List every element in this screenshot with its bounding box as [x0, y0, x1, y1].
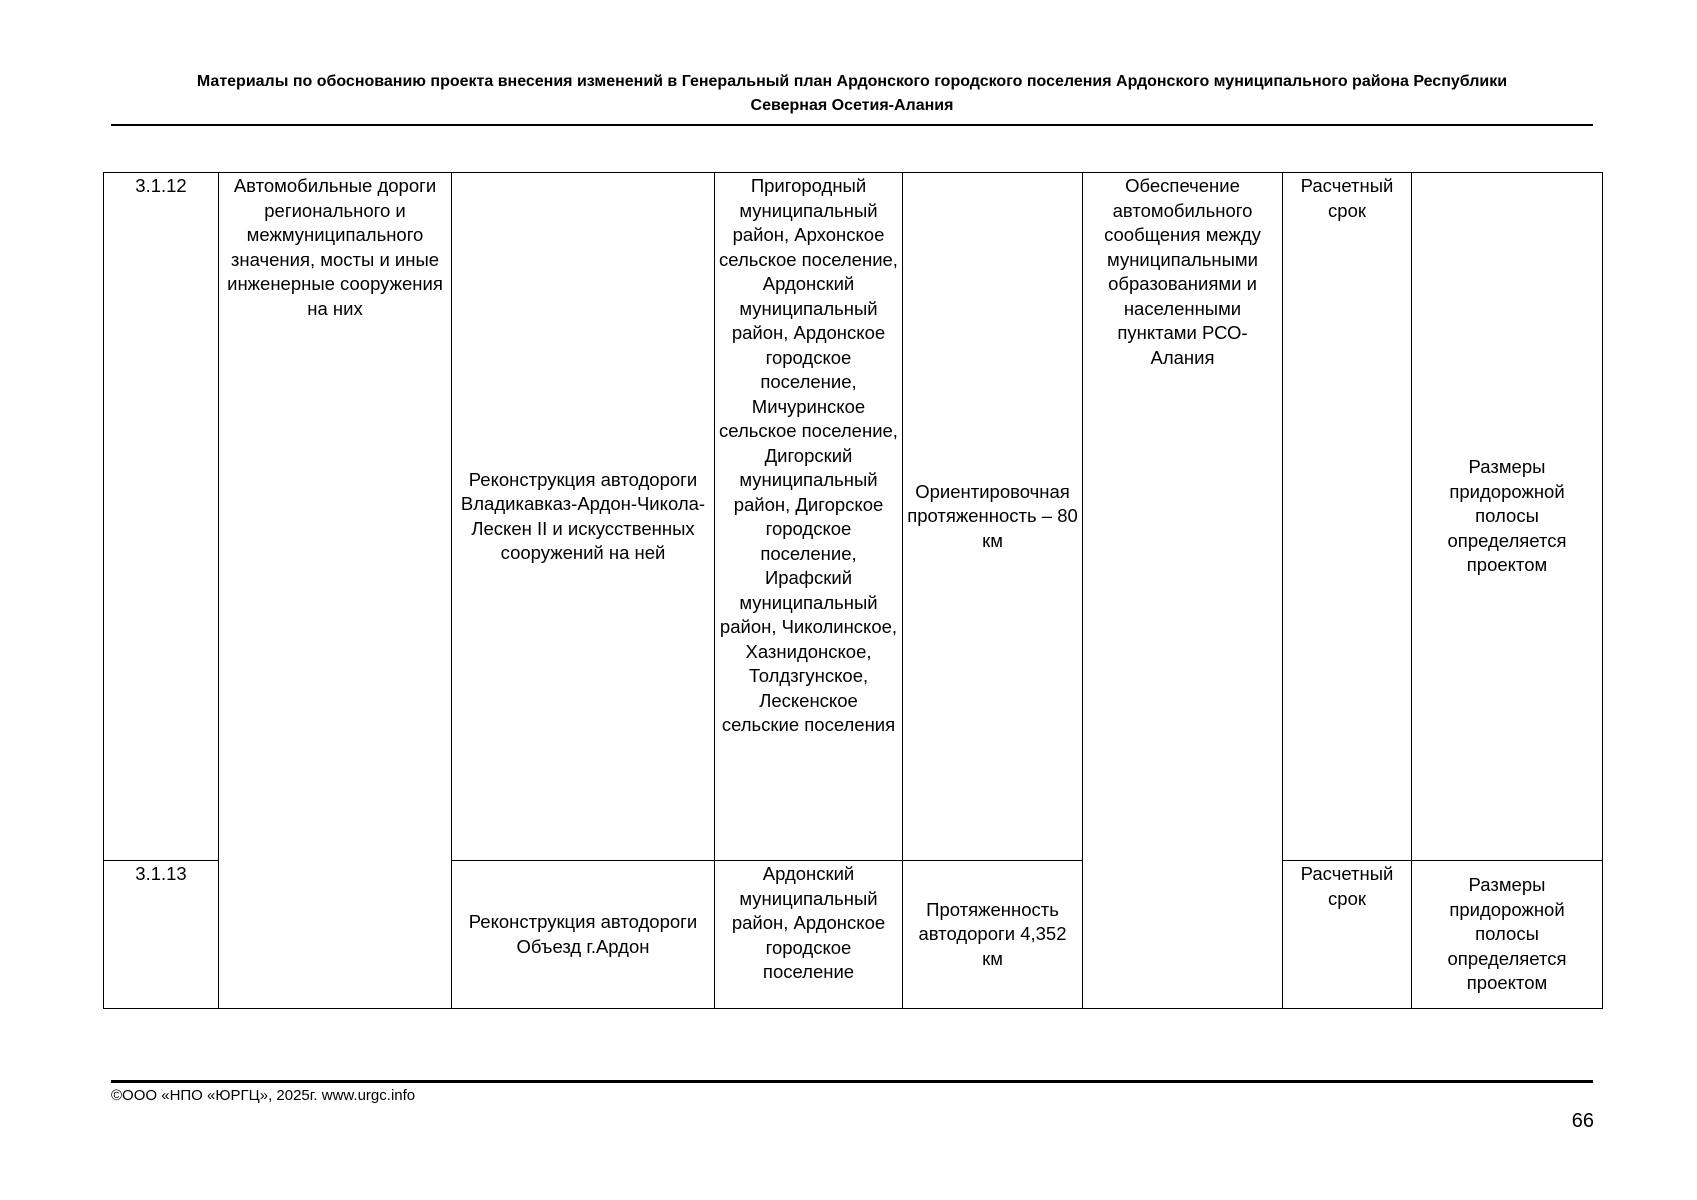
object-name-cell	[452, 861, 715, 1009]
page-number: 66	[1571, 1110, 1594, 1132]
planned-objects-table	[103, 172, 1603, 1009]
row-number-cell	[104, 173, 219, 861]
row-number: 3.1.12	[135, 175, 187, 196]
row-number: 3.1.13	[135, 863, 187, 884]
header-title-line2: Северная Осетия-Алания	[750, 97, 954, 114]
object-location: Ардонский муниципальный район, Ардонское городское поселение	[731, 863, 886, 982]
object-purpose: Обеспечение автомобильного сообщения между муниципальными образованиями и населенными пунктами РСО-Алания	[1104, 175, 1261, 368]
page-header	[111, 70, 1593, 126]
header-title-line1: Материалы по обоснованию проекта внесения изменений в Генеральный план Ардонского городского поселения Ардонского муниципального района Республики	[196, 73, 1508, 90]
implementation-term-cell	[1283, 173, 1412, 861]
object-name: Реконструкция автодороги Объезд г.Ардон	[468, 911, 698, 957]
object-characteristics-cell	[903, 173, 1083, 861]
object-characteristics: Протяженность автодороги 4,352 км	[918, 898, 1067, 969]
object-category-cell	[219, 173, 452, 1009]
row-number-cell	[104, 861, 219, 1009]
page-footer	[111, 1080, 1593, 1106]
table-row	[104, 173, 1603, 861]
special-zones: Размеры придорожной полосы определяется проектом	[1447, 874, 1567, 994]
object-location: Пригородный муниципальный район, Архонское сельское поселение, Ардонский муниципальный район, Ардонское городское поселение, Мичуринское сельское поселение, Дигорский муниципальный район, Дигорское городское поселение, Ирафский муниципальный район, Чиколинское, Хазнидонское, Толдзгунское, Лескенское сельские поселения	[719, 175, 898, 735]
object-characteristics: Ориентировочная протяженность – 80 км	[907, 480, 1078, 551]
special-zones-cell	[1412, 173, 1603, 861]
object-characteristics-cell	[903, 861, 1083, 1009]
object-location-cell	[715, 861, 903, 1009]
object-category: Автомобильные дороги регионального и межмуниципального значения, мосты и иные инженерные сооружения на них	[227, 175, 443, 319]
footer-copyright: ©ООО «НПО «ЮРГЦ», 2025г. www.urgc.info	[111, 1087, 416, 1104]
implementation-term: Расчетный срок	[1300, 175, 1394, 221]
object-purpose-cell	[1083, 173, 1283, 1009]
implementation-term-cell	[1283, 861, 1412, 1009]
special-zones-cell	[1412, 861, 1603, 1009]
special-zones: Размеры придорожной полосы определяется проектом	[1447, 456, 1567, 576]
object-name-cell	[452, 173, 715, 861]
object-location-cell	[715, 173, 903, 861]
object-name: Реконструкция автодороги Владикавказ-Ардон-Чикола-Лескен II и искусственных сооружений на ней	[460, 468, 706, 563]
implementation-term: Расчетный срок	[1300, 863, 1394, 909]
